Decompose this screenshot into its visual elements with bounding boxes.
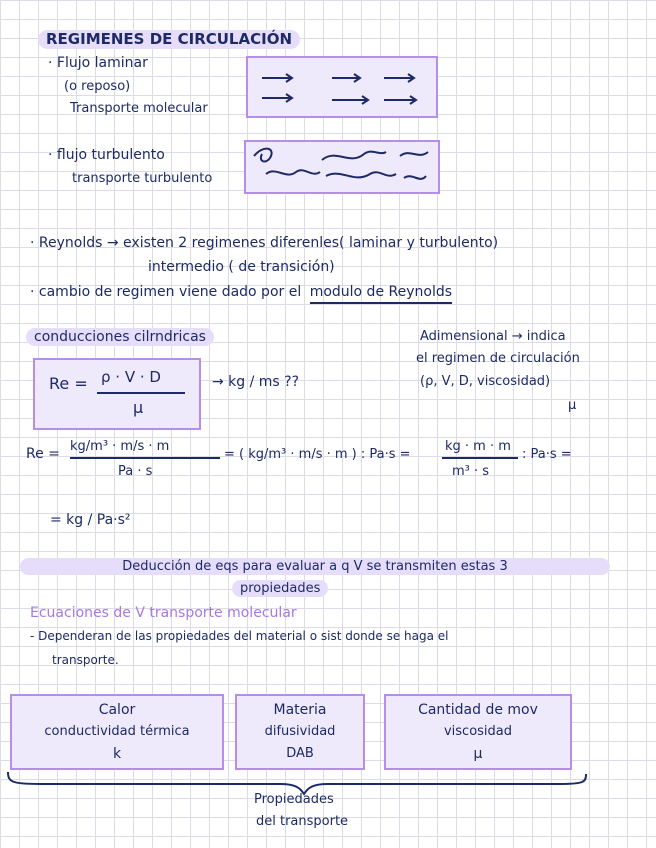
adimensional-line4: μ (568, 398, 577, 413)
formula-denominator: μ (133, 398, 144, 417)
property-symbol: μ (473, 746, 483, 762)
turbulent-title: · flujo turbulento (48, 147, 165, 163)
units-num1: kg/m³ · m/s · m (70, 439, 170, 454)
page-title: REGIMENES DE CIRCULACIÓN (38, 30, 300, 49)
units-frac2-den: m³ · s (452, 464, 490, 479)
units-den1: Pa · s (118, 464, 153, 479)
units-re: Re = (26, 446, 60, 462)
reynolds-line1b: intermedio ( de transición) (148, 259, 335, 275)
units-tail: : Pa·s = (522, 447, 572, 462)
property-prop: viscosidad (443, 724, 513, 739)
reynolds-line1: · Reynolds → existen 2 regimenes diferenles( laminar y turbulento) (30, 235, 499, 251)
property-name: Calor (98, 702, 136, 718)
units-line2: = kg / Pa·s² (50, 512, 131, 528)
laminar-sub1: (o reposo) (64, 79, 131, 94)
deduccion-line1: Deducción de eqs para evaluar a q V se transmiten estas 3 (20, 558, 610, 575)
units-frac2-num: kg · m · m (445, 439, 511, 454)
footer-line2: del transporte (256, 814, 349, 829)
footer-line1: Propiedades (254, 792, 334, 807)
property-name: Cantidad de mov (418, 702, 538, 718)
units-paren: = ( kg/m³ · m/s · m ) : Pa·s = (224, 447, 411, 462)
property-prop: difusividad (264, 724, 336, 739)
property-symbol: DAB (286, 746, 314, 761)
turbulent-sub: transporte turbulento (72, 171, 213, 186)
deduccion-line2: propiedades (232, 580, 328, 597)
adimensional-line1: Adimensional → indica (420, 329, 566, 344)
reynolds-line2-text: · cambio de regimen viene dado por el (30, 284, 302, 300)
laminar-sub2: Transporte molecular (70, 101, 208, 116)
conducciones-title: conducciones cilrndricas (26, 328, 214, 346)
adimensional-line2: el regimen de circulación (416, 351, 580, 366)
ecuaciones-text1: - Dependeran de las propiedades del material o sist donde se haga el (30, 629, 449, 643)
formula-numerator: ρ · V · D (101, 368, 161, 386)
property-prop: conductividad térmica (44, 724, 190, 739)
laminar-title: · Flujo laminar (48, 55, 148, 71)
formula-lhs: Re = (49, 374, 88, 393)
ecuaciones-title: Ecuaciones de V transporte molecular (30, 605, 297, 621)
property-name: Materia (273, 702, 327, 718)
ecuaciones-text2: transporte. (52, 653, 119, 667)
formula-units: → kg / ms ?? (212, 374, 300, 390)
modulo-reynolds: modulo de Reynolds (310, 284, 452, 304)
adimensional-line3: (ρ, V, D, viscosidad) (420, 374, 551, 389)
property-symbol: k (112, 746, 122, 762)
